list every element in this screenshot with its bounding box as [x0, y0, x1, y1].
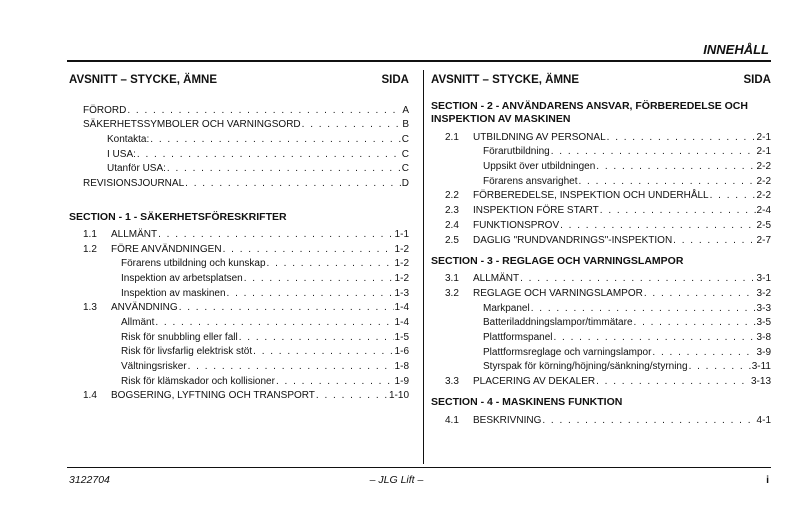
toc-entry-page: 2-2: [756, 161, 771, 173]
toc-entry-page: B: [402, 119, 409, 131]
dot-leader: [158, 229, 393, 240]
toc-entry[interactable]: [445, 216, 771, 231]
toc-entry-title: Plattformsreglage och varningslampor: [483, 346, 652, 358]
toc-entry[interactable]: [445, 299, 771, 314]
toc-entry[interactable]: [83, 255, 409, 270]
dot-leader: [276, 376, 394, 387]
dot-leader: [607, 132, 756, 143]
dot-leader: [689, 361, 751, 372]
toc-entry[interactable]: [445, 372, 771, 387]
toc-entry[interactable]: [445, 343, 771, 358]
dot-leader: [155, 317, 393, 328]
toc-entry-page: 1-8: [394, 361, 409, 372]
toc-entry[interactable]: [445, 270, 771, 285]
toc-entry-title: Batteriladdningslampor/timmätare: [483, 317, 633, 329]
toc-entry-title: Plattformspanel: [483, 331, 553, 343]
toc-entry-title: Styrspak för körning/höjning/sänkning/styrning: [483, 361, 688, 373]
toc-entry[interactable]: [83, 225, 409, 240]
toc-entry-page: 1-9: [394, 375, 409, 387]
dot-leader: [652, 347, 755, 358]
toc-entry-title: FÖRE ANVÄNDNINGEN: [111, 243, 222, 255]
toc-entry[interactable]: [83, 240, 409, 255]
toc-entry-title: Inspektion av maskinen: [121, 287, 226, 299]
dot-leader: [267, 258, 394, 269]
toc-entry-title: Inspektion av arbetsplatsen: [121, 272, 243, 284]
toc-entry-title: PLACERING AV DEKALER: [473, 376, 596, 387]
toc-entry-number: 2.2: [445, 190, 459, 202]
toc-entry[interactable]: [83, 372, 409, 387]
toc-entry-title: Utanför USA:: [107, 163, 166, 175]
toc-entry-title: BESKRIVNING: [473, 414, 542, 426]
dot-leader: [316, 390, 388, 401]
toc-entry-title: REVISIONSJOURNAL: [83, 178, 185, 190]
toc-entry-title: Markpanel: [483, 302, 530, 314]
toc-entry-title: REGLAGE OCH VARNINGSLAMPOR: [473, 287, 643, 299]
toc-entry[interactable]: [83, 284, 409, 299]
toc-entry[interactable]: [83, 343, 409, 358]
toc-entry-number: 3.1: [445, 273, 459, 285]
dot-leader: [188, 361, 394, 372]
header-rule: [67, 60, 771, 62]
toc-left-column: [69, 74, 409, 401]
toc-entry-title: Förarutbildning: [483, 146, 550, 158]
toc-entry[interactable]: [83, 313, 409, 328]
section-4-heading: SECTION - 4 - MASKINENS FUNKTION: [431, 396, 623, 408]
dot-leader: [137, 149, 401, 160]
toc-entry-number: 2.4: [445, 219, 459, 231]
toc-entry[interactable]: [69, 145, 409, 160]
toc-entry-title: Uppsikt över utbildningen: [483, 161, 596, 173]
section-2-heading: SECTION - 2 - ANVÄNDARENS ANSVAR, FÖRBEREDELSE OCH INSPEKTION AV MASKINEN: [431, 100, 748, 125]
toc-entry-page: 2-2: [756, 175, 771, 187]
column-header: [69, 74, 409, 90]
dot-leader: [553, 332, 755, 343]
dot-leader: [223, 244, 394, 255]
dot-leader: [551, 146, 756, 157]
toc-entry-title: Risk för klämskador och kollisioner: [121, 375, 275, 387]
dot-leader: [596, 376, 750, 387]
toc-entry-page: 3-2: [756, 287, 771, 299]
toc-entry[interactable]: [69, 174, 409, 189]
toc-entry-page: 1-6: [394, 346, 409, 358]
toc-entry-page: 2-1: [756, 146, 771, 158]
toc-entry[interactable]: [445, 201, 771, 216]
toc-entry[interactable]: [445, 314, 771, 329]
toc-entry-number: 2.5: [445, 234, 459, 246]
dot-leader: [542, 415, 755, 426]
dot-leader: [185, 178, 401, 189]
column-header: [431, 74, 771, 90]
toc-entry-page: A: [402, 104, 409, 116]
toc-entry-title: Allmänt: [121, 316, 155, 328]
column-header-page: SIDA: [743, 74, 771, 86]
toc-entry[interactable]: [445, 411, 771, 426]
toc-entry-title: INSPEKTION FÖRE START: [473, 205, 599, 217]
section-4-list: [431, 411, 771, 426]
toc-entry-title: UTBILDNING AV PERSONAL: [473, 131, 606, 143]
toc-entry-page: 1-10: [388, 390, 409, 402]
section-3-list: [431, 270, 771, 388]
toc-entry-title: DAGLIG "RUNDVANDRINGS"-INSPEKTION: [473, 234, 673, 246]
dot-leader: [167, 163, 401, 174]
dot-leader: [302, 119, 402, 130]
dot-leader: [673, 235, 755, 246]
section-3-heading: SECTION - 3 - REGLAGE OCH VARNINGSLAMPOR: [431, 254, 684, 267]
toc-entry-number: 2.1: [445, 131, 459, 143]
footer-doc-number: 3122704: [69, 474, 110, 486]
toc-entry-page: 1-5: [394, 331, 409, 343]
toc-entry-page: C: [401, 134, 409, 146]
toc-entry-title: Förarens utbildning och kunskap: [121, 258, 266, 270]
toc-entry-page: 3-11: [751, 361, 771, 373]
toc-entry-page: 3-8: [756, 331, 771, 343]
toc-entry[interactable]: [445, 358, 771, 373]
dot-leader: [253, 346, 393, 357]
toc-entry[interactable]: [445, 143, 771, 158]
dot-leader: [596, 161, 755, 172]
toc-entry[interactable]: [69, 160, 409, 175]
toc-entry-title: I USA:: [107, 148, 136, 160]
toc-entry-title: FUNKTIONSPROV: [473, 219, 560, 231]
toc-entry[interactable]: [445, 284, 771, 299]
dot-leader: [244, 273, 394, 284]
toc-entry-title: SÄKERHETSSYMBOLER OCH VARNINGSORD: [83, 119, 301, 131]
toc-entry[interactable]: [445, 187, 771, 202]
dot-leader: [710, 190, 756, 201]
toc-entry-number: 1.3: [83, 302, 97, 314]
column-header-title: AVSNITT – STYCKE, ÄMNE: [431, 74, 580, 86]
dot-leader: [520, 273, 755, 284]
toc-entry-number: 3.3: [445, 376, 459, 387]
toc-entry-title: ANVÄNDNING: [111, 302, 178, 314]
toc-entry-title: Förarens ansvarighet: [483, 175, 578, 187]
dot-leader: [560, 220, 755, 231]
toc-entry-number: 4.1: [445, 414, 459, 426]
toc-entry-page: 1-4: [394, 302, 409, 314]
toc-entry-page: 3-9: [756, 346, 771, 358]
toc-entry[interactable]: [83, 269, 409, 284]
toc-entry-page: 3-13: [750, 376, 771, 387]
toc-entry[interactable]: [83, 299, 409, 314]
toc-entry[interactable]: [69, 101, 409, 116]
page-header-title: INNEHÅLL: [703, 42, 769, 57]
toc-entry-page: 1-2: [394, 258, 409, 270]
dot-leader: [531, 303, 756, 314]
toc-entry[interactable]: [69, 116, 409, 131]
toc-entry-title: BOGSERING, LYFTNING OCH TRANSPORT: [111, 390, 315, 402]
toc-entry[interactable]: [445, 157, 771, 172]
toc-entry[interactable]: [445, 231, 771, 246]
footer-page-number: i: [766, 474, 769, 486]
column-header-page: SIDA: [381, 74, 409, 86]
toc-entry-title: Risk för snubbling eller fall: [121, 331, 238, 343]
toc-entry-page: 1-1: [394, 228, 409, 240]
toc-entry[interactable]: [445, 128, 771, 143]
front-matter-list: [69, 101, 409, 189]
toc-entry-page: 4-1: [756, 414, 771, 426]
toc-entry-page: 2-1: [756, 131, 771, 143]
dot-leader: [127, 105, 401, 116]
toc-entry-title: Kontakta:: [107, 134, 150, 146]
toc-entry-page: 2-7: [756, 234, 771, 246]
toc-entry[interactable]: [69, 130, 409, 145]
toc-entry-page: 1-4: [394, 316, 409, 328]
section-1-heading: SECTION - 1 - SÄKERHETSFÖRESKRIFTER: [69, 211, 287, 224]
footer-center: – JLG Lift –: [369, 474, 424, 486]
toc-entry-page: C: [401, 148, 409, 160]
section-1-list: [69, 225, 409, 401]
toc-entry-number: 3.2: [445, 287, 459, 299]
toc-entry-number: 1.4: [83, 390, 97, 402]
toc-entry-number: 2.3: [445, 205, 459, 217]
dot-leader: [150, 134, 401, 145]
section-2-list: [431, 128, 771, 246]
dot-leader: [600, 205, 756, 216]
dot-leader: [579, 176, 756, 187]
toc-entry[interactable]: [83, 357, 409, 372]
toc-entry-page: 1-3: [394, 287, 409, 299]
toc-entry-page: 1-2: [394, 243, 409, 255]
dot-leader: [179, 302, 394, 313]
dot-leader: [634, 317, 756, 328]
dot-leader: [644, 288, 756, 299]
toc-entry-number: 1.2: [83, 243, 97, 255]
column-divider: [423, 70, 424, 464]
toc-entry-title: ALLMÄNT: [111, 228, 158, 240]
toc-entry[interactable]: [83, 328, 409, 343]
toc-entry-page: 1-2: [394, 272, 409, 284]
dot-leader: [239, 332, 394, 343]
toc-entry-title: Risk för livsfarlig elektrisk stöt: [121, 346, 253, 358]
toc-entry-page: 2-4: [756, 205, 771, 217]
toc-entry-title: Vältningsrisker: [121, 361, 187, 372]
toc-right-column: [431, 74, 771, 426]
toc-entry[interactable]: [445, 328, 771, 343]
toc-entry-title: ALLMÄNT: [473, 273, 520, 285]
toc-entry-title: FÖRBEREDELSE, INSPEKTION OCH UNDERHÅLL: [473, 190, 709, 202]
toc-entry-page: D: [401, 178, 409, 190]
column-header-title: AVSNITT – STYCKE, ÄMNE: [69, 74, 218, 86]
toc-entry-page: 2-5: [756, 219, 771, 231]
toc-entry-page: 2-2: [756, 190, 771, 202]
toc-entry-page: 3-5: [756, 317, 771, 329]
footer-rule: [67, 467, 771, 468]
toc-entry[interactable]: [445, 172, 771, 187]
toc-entry-number: 1.1: [83, 228, 97, 240]
toc-entry-page: 3-3: [756, 302, 771, 314]
toc-entry-page: C: [401, 163, 409, 175]
dot-leader: [227, 288, 394, 299]
toc-entry[interactable]: [83, 387, 409, 402]
toc-entry-page: 3-1: [756, 273, 771, 285]
toc-entry-title: FÖRORD: [83, 104, 127, 116]
